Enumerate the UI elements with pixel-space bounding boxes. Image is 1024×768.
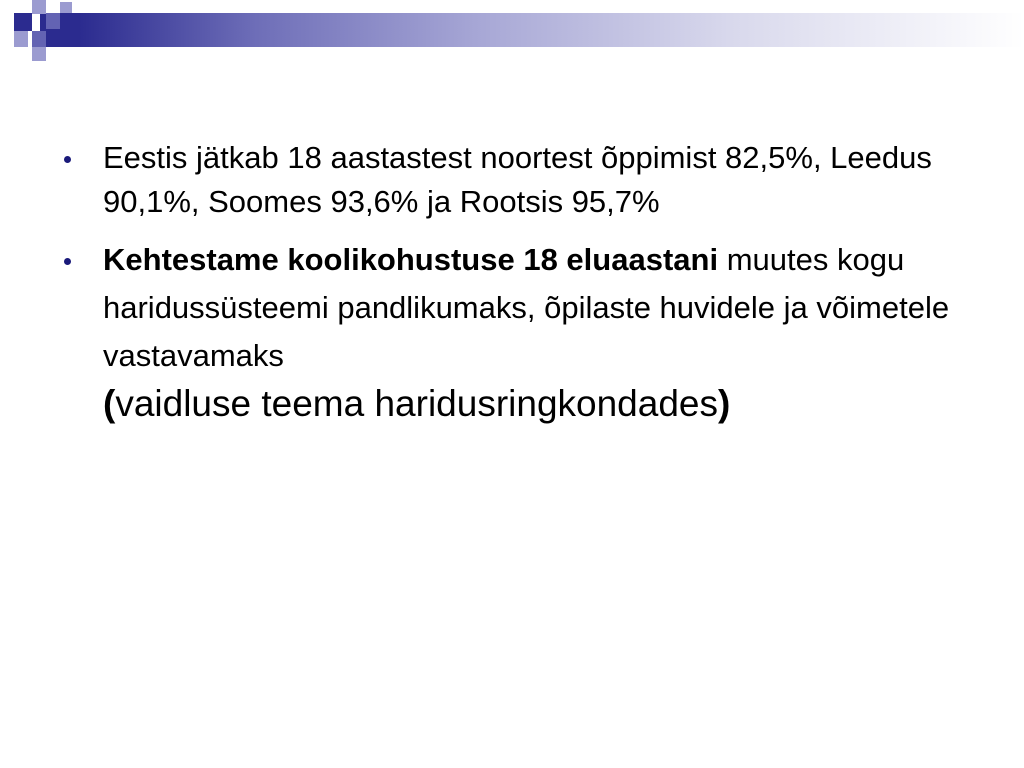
- decor-square: [46, 0, 58, 13]
- bullet-icon: [64, 258, 71, 265]
- paren-close: ): [718, 383, 731, 424]
- decor-square: [46, 13, 60, 29]
- paren-open: (: [103, 383, 116, 424]
- bullet-text: Eestis jätkab 18 aastastest noortest õppimist 82,5%, Leedus 90,1%, Soomes 93,6% ja Rootsis 95,7%: [103, 140, 932, 219]
- bullet-bold-text: Kehtestame koolikohustuse 18 eluaastani: [103, 242, 719, 277]
- header-gradient-bar: [40, 13, 1024, 47]
- decor-square: [14, 31, 28, 47]
- bullet-text: muutes kogu haridussüsteemi pandlikumaks, õpilaste huvidele ja võimetele vastavamaks: [103, 242, 950, 373]
- decor-square: [14, 13, 32, 31]
- decor-square: [32, 47, 46, 61]
- slide-body: [58, 136, 958, 430]
- bullet-item-1: [58, 136, 958, 224]
- decor-square: [32, 31, 46, 47]
- decor-square: [60, 2, 72, 13]
- paren-text: vaidluse teema haridusringkondades: [115, 383, 718, 424]
- decor-square: [32, 0, 46, 14]
- bullet-item-2: [58, 236, 958, 430]
- bullet-icon: [64, 156, 71, 163]
